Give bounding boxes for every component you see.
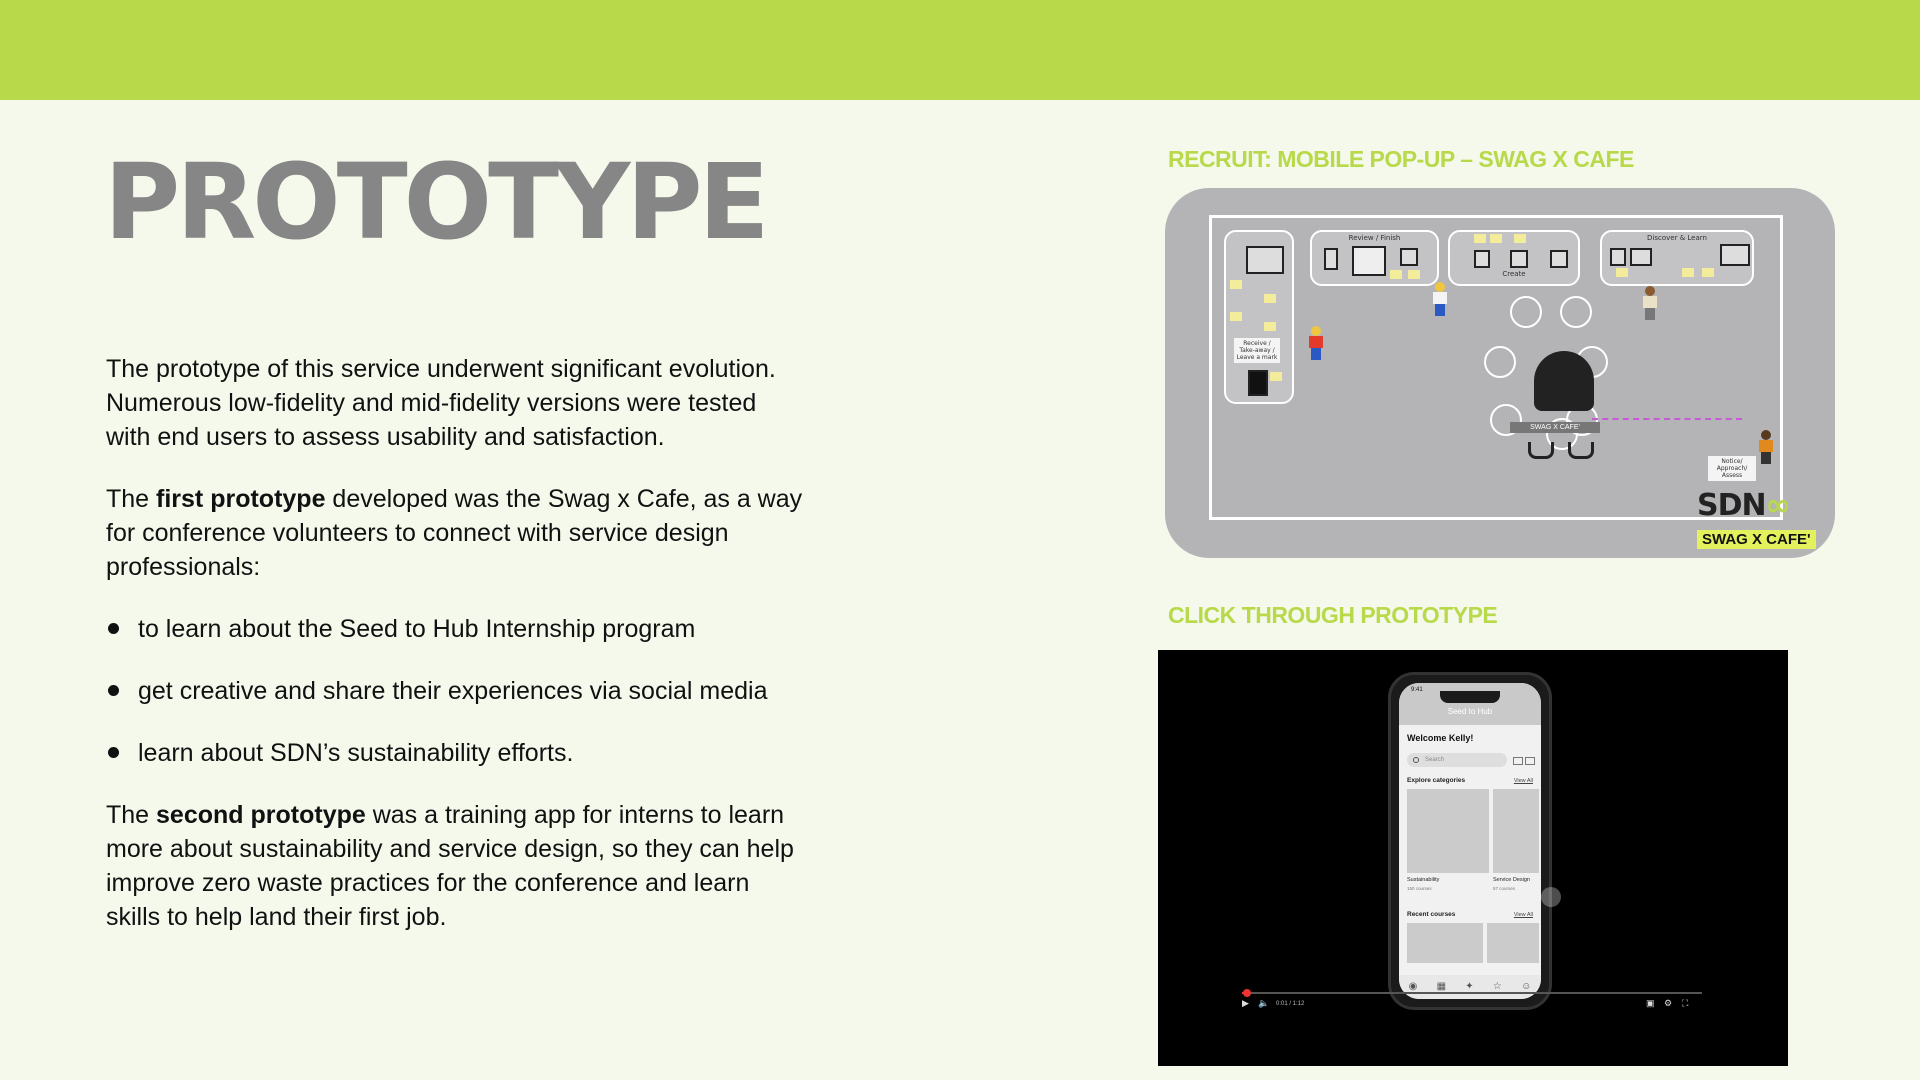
view-all-link[interactable]: View All [1513,778,1533,784]
bottom-nav [1399,975,1541,999]
bullet-item: learn about SDN’s sustainability efforts. [106,736,806,770]
laptop-icon [1720,244,1750,266]
star-icon[interactable]: ☆ [1492,981,1502,992]
search-input[interactable]: Search [1407,753,1507,767]
bullet-item: to learn about the Seed to Hub Internship program [106,612,806,646]
filter-icon[interactable] [1513,757,1523,765]
infinity-icon: ∞ [1765,488,1790,523]
phone-icon [1324,248,1338,270]
welcome-text: Welcome Kelly! [1407,733,1474,743]
figure-icon [1758,430,1774,464]
coffee-cup-icon [1528,442,1554,459]
swag-cafe-floor-plan [1165,188,1835,558]
sticky-note [1514,234,1526,243]
notice-note: Notice/ Approach/ Assess [1708,456,1756,481]
video-player[interactable] [1158,650,1788,1066]
text-fragment: was a training app for interns to learn more about sustainability and service design, so they can help improve zero waste practices for the conference and learn skills to help land their first job. [106,801,794,931]
sticky-note [1270,372,1282,381]
app-header: Seed to Hub [1399,683,1541,725]
view-all-link[interactable]: View All [1513,912,1533,918]
figure-icon [1308,326,1324,360]
status-time: 9:41 [1411,687,1423,693]
text-fragment: The [106,485,157,513]
bag-icon [1474,250,1490,268]
discover-station-label: Discover & Learn [1647,234,1707,242]
category-name: Sustainability [1407,877,1440,883]
profile-icon[interactable]: ☺ [1521,981,1532,992]
fullscreen-icon[interactable]: ⛶ [1682,998,1689,1008]
category-count: 150 courses [1407,886,1432,891]
cart-label: SWAG X CAFE' [1510,422,1600,433]
category-count: 57 courses [1493,886,1516,891]
video-time: 0:01 / 1:12 [1276,1001,1305,1007]
compass-icon[interactable]: ◉ [1408,981,1418,992]
volume-icon[interactable]: 🔈 [1258,998,1270,1008]
top-accent-bar [0,0,1920,100]
floor-plan-boundary [1209,215,1783,520]
grid-icon[interactable]: ▦ [1436,981,1447,992]
video-progress-handle[interactable] [1243,989,1251,997]
second-prototype-emphasis: second prototype [156,801,366,829]
create-station-label: Create [1502,270,1526,278]
sticky-note [1230,312,1242,321]
category-card[interactable] [1493,789,1539,873]
category-name: Service Design [1493,877,1530,883]
pen-icon [1510,250,1528,268]
sticky-note [1702,268,1714,277]
coffee-cart-icon [1534,351,1594,411]
sticky-note [1474,234,1486,243]
sticky-note [1390,270,1402,279]
click-through-label: CLICK THROUGH PROTOTYPE [1168,602,1498,628]
intro-paragraph: The prototype of this service underwent significant evolution. Numerous low-fidelity and mid-fidelity versions were tested with end users to assess usability and satisfaction. [106,355,776,451]
settings-icon[interactable]: ⚙ [1664,998,1673,1008]
printer-icon [1400,248,1418,266]
brand-tag: SWAG X CAFE' [1697,530,1816,549]
captions-icon[interactable]: ▣ [1646,998,1655,1008]
sticky-note [1264,294,1276,303]
discover-station [1600,230,1754,286]
progress-icon[interactable]: ✦ [1465,981,1474,992]
coffee-cup-icon [1568,442,1594,459]
text-fragment: developed was the Swag x Cafe, as a way for conference volunteers to connect with service design professionals: [106,485,803,581]
tablet-icon [1248,370,1268,396]
path-arrow [1592,418,1742,420]
course-card[interactable] [1487,923,1539,963]
play-icon[interactable]: ▶ [1242,998,1249,1008]
logo-text: SDN [1697,488,1766,523]
phone-mockup [1388,672,1552,1010]
bullet-list [106,612,806,770]
seat-circle [1510,296,1542,328]
category-card[interactable] [1407,789,1489,873]
sticky-note [1264,322,1276,331]
text-fragment: The [106,801,157,829]
sticky-note [1682,268,1694,277]
drag-handle[interactable] [1541,887,1561,907]
sticky-note [1230,280,1242,289]
first-prototype-emphasis: first prototype [156,485,326,513]
phone-notch [1440,691,1500,703]
body-text [106,352,806,962]
receive-station [1224,230,1294,404]
recruit-label: RECRUIT: MOBILE POP-UP – SWAG X CAFE [1168,146,1634,172]
sticky-note [1616,268,1628,277]
figure-icon [1432,282,1448,316]
seat-circle [1560,296,1592,328]
seat-circle [1484,346,1516,378]
figure-icon [1642,286,1658,320]
explore-label: Explore categories [1407,777,1466,784]
review-station [1310,230,1439,286]
receive-note: Receive / Take-away / Leave a mark [1234,338,1280,363]
qr-code-icon [1352,246,1386,276]
monitor-icon [1246,246,1284,274]
sdn-logo [1697,488,1790,523]
bullet-item: get creative and share their experiences via social media [106,674,806,708]
first-prototype-paragraph [106,482,806,584]
sticky-note [1490,234,1502,243]
recent-courses-label: Recent courses [1407,911,1456,918]
create-station [1448,230,1580,286]
map-icon[interactable] [1525,757,1535,765]
monitor-icon [1630,248,1652,266]
course-card[interactable] [1407,923,1483,963]
review-station-label: Review / Finish [1348,234,1401,242]
video-progress-bar[interactable] [1242,992,1702,994]
phone-screen [1399,683,1541,999]
video-controls [1242,998,1702,1014]
screen-icon [1610,248,1626,266]
scissors-icon [1550,250,1568,268]
page-title: PROTOTYPE [104,141,766,263]
sticky-note [1408,270,1420,279]
second-prototype-paragraph [106,798,806,934]
